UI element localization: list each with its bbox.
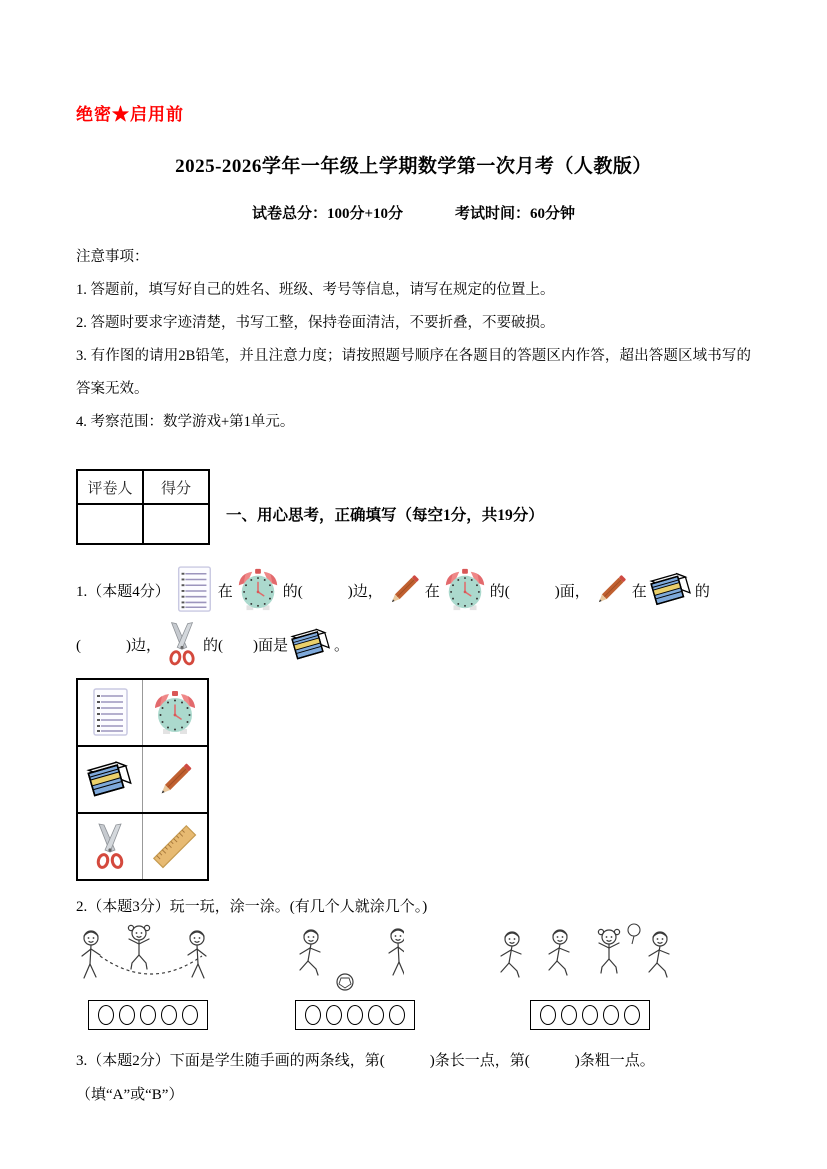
grid-cell [143, 813, 209, 880]
pencil-icon [144, 759, 206, 801]
question-1-line-2 [76, 621, 751, 668]
count-circle [603, 1005, 619, 1025]
q1-text: 的 [694, 583, 710, 600]
running-kids-image [494, 920, 694, 996]
grid-cell [77, 746, 143, 813]
note-item: 1. 答题前，填写好自己的姓名、班级、考号等信息，请写在规定的位置上。 [76, 282, 555, 298]
question-3-line-2: （填“A”或“B”） [76, 1087, 184, 1103]
exam-notes [76, 241, 751, 439]
q1-blank-1: 的( )边， [282, 583, 383, 600]
count-circle [540, 1005, 556, 1025]
question-3 [76, 1048, 751, 1108]
count-circle [389, 1005, 405, 1025]
alarm-clock-icon [442, 567, 488, 613]
count-circle [119, 1005, 135, 1025]
q1-text: 在 [631, 583, 647, 600]
count-circle [326, 1005, 342, 1025]
q1-text: 在 [217, 583, 233, 600]
count-box [530, 1000, 650, 1030]
score-header: 得分 [143, 470, 209, 504]
question-3-line-1: 3.（本题2分）下面是学生随手画的两条线，第( )条长一点，第( )条粗一点。 [76, 1053, 655, 1069]
question-2-count-boxes [76, 1000, 751, 1032]
note-item: 3. 有作图的请用2B铅笔，并且注意力度；请按照题号顺序在各题目的答题区内作答，超出答题区域书写的答案无效。 [76, 348, 751, 397]
q1-text: 。 [334, 638, 350, 654]
examiner-header: 评卷人 [77, 470, 143, 504]
q1-blank-2: 的( )面， [489, 583, 590, 600]
count-circle [161, 1005, 177, 1025]
notes-heading: 注意事项： [76, 249, 149, 265]
score-table [76, 469, 210, 545]
note-item: 2. 答题时要求字迹清楚，书写工整，保持卷面清洁，不要折叠，不要破损。 [76, 315, 555, 331]
score-cell [143, 504, 209, 544]
count-circle [368, 1005, 384, 1025]
soccer-image [289, 920, 404, 996]
eraser-icon [649, 570, 693, 610]
eraser-icon [290, 626, 332, 664]
count-circle [347, 1005, 363, 1025]
score-section [76, 469, 751, 545]
scissors-icon [79, 822, 141, 872]
count-circle [98, 1005, 114, 1025]
grid-cell [143, 746, 209, 813]
exam-time-label: 考试时间：60分钟 [455, 206, 576, 222]
question-2-images [76, 920, 751, 998]
alarm-clock-icon [235, 567, 281, 613]
grid-cell [77, 813, 143, 880]
grid-cell [77, 679, 143, 746]
count-circle [561, 1005, 577, 1025]
scissors-icon [163, 621, 201, 668]
count-circle [182, 1005, 198, 1025]
q1-blank-3: ( )边， [76, 638, 161, 654]
count-box [88, 1000, 208, 1030]
pencil-icon [592, 571, 630, 609]
grid-cell [143, 679, 209, 746]
secrecy-stamp: 绝密★启用前 [76, 105, 184, 124]
q1-prefix: 1.（本题4分） [76, 583, 170, 600]
section-one-heading: 一、用心思考，正确填写（每空1分，共19分） [226, 507, 544, 524]
examiner-cell [77, 504, 143, 544]
q1-blank-4: 的( )面是 [203, 638, 288, 654]
exam-meta [76, 202, 751, 223]
count-circle [582, 1005, 598, 1025]
q1-text: 在 [424, 583, 440, 600]
ruler-icon [144, 822, 206, 872]
count-circle [305, 1005, 321, 1025]
exam-title: 2025-2026学年一年级上学期数学第一次月考（人教版） [175, 156, 652, 177]
question-2-text: 2.（本题3分）玩一玩，涂一涂。(有几个人就涂几个。) [76, 899, 428, 915]
q1-answer-grid [76, 678, 209, 881]
notepad-icon [79, 687, 141, 739]
pencil-icon [385, 571, 423, 609]
count-box [295, 1000, 415, 1030]
question-1 [76, 565, 751, 881]
jump-rope-image [76, 920, 226, 996]
alarm-clock-icon [144, 689, 206, 737]
eraser-icon [79, 759, 141, 801]
notepad-icon [172, 565, 216, 615]
question-1-line-1 [76, 565, 751, 615]
note-item: 4. 考察范围：数学游戏+第1单元。 [76, 414, 295, 430]
total-score-label: 试卷总分：100分+10分 [251, 206, 404, 222]
count-circle [624, 1005, 640, 1025]
count-circle [140, 1005, 156, 1025]
